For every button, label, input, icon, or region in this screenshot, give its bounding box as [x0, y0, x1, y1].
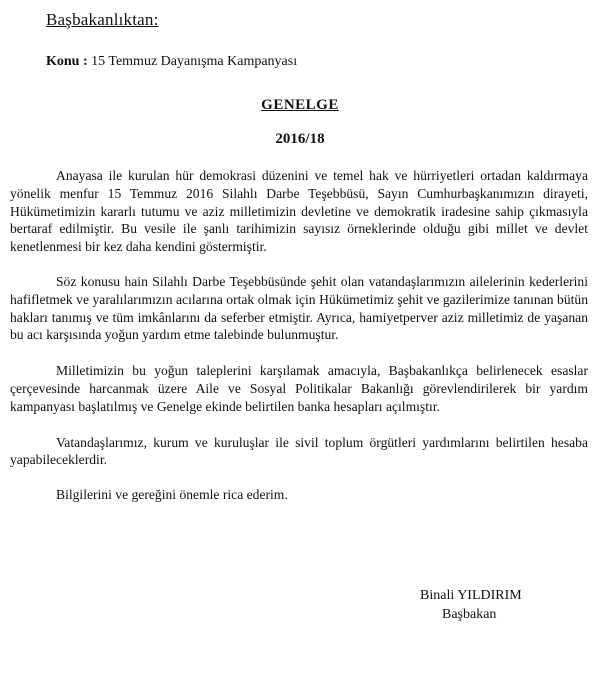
body-paragraph: Söz konusu hain Silahlı Darbe Teşebbüsünde şehit olan vatandaşlarımızın ailelerinin kederlerini hafifletmek ve yaralılarımızın acılarına ortak olmak için Hükümetimiz şehit ve gazilerimize tanınan bütün hakları tanımış ve tüm imkânlarını da seferber etmiştir. Ayrıca, hamiyetperver aziz milletimiz de yaşanan bu acı karşısında yoğun yardım etme talebinde bulunmuştur. [10, 273, 588, 343]
document-body [10, 167, 588, 504]
body-paragraph: Anayasa ile kurulan hür demokrasi düzenini ve temel hak ve hürriyetleri ortadan kaldırmaya yönelik menfur 15 Temmuz 2016 Silahlı Darbe Teşebbüsü, Sayın Cumhurbaşkanımızın dirayeti, Hükümetimizin kararlı tutumu ve aziz milletimizin devletine ve demokratik iradesine sahip çıkmasıyla bertaraf edilmiştir. Bu vesile ile şanlı tarihimizin sayısız örneklerinde olduğu gibi millet ve devlet kenetlenmesi bir kez daha kendini göstermiştir. [10, 168, 588, 255]
signatory-title: Başbakan [442, 607, 497, 622]
body-paragraph: Milletimizin bu yoğun taleplerini karşılamak amacıyla, Başbakanlıkça belirlenecek esaslar çerçevesinde harcanmak üzere Aile ve Sosyal Politikalar Bakanlığı görevlendirilerek bir yardım kampanyası başlatılmış ve Genelge ekinde belirtilen banka hesapları açılmıştır. [10, 363, 588, 414]
body-paragraph: Vatandaşlarımız, kurum ve kuruluşlar ile sivil toplum örgütleri yardımlarını belirtilen hesaba yapabileceklerdir. [10, 434, 588, 468]
signatory-name: Binali YILDIRIM [420, 588, 522, 603]
signature-block [420, 586, 560, 624]
subject-line [46, 54, 297, 70]
closing-paragraph: Bilgilerini ve gereğini önemle rica ederim. [56, 487, 288, 503]
document-number: 2016/18 [275, 131, 325, 147]
sender-heading: Başbakanlıktan: [46, 10, 159, 29]
document-title: GENELGE [261, 97, 339, 113]
subject-label: Konu : [46, 54, 88, 69]
subject-text: 15 Temmuz Dayanışma Kampanyası [91, 54, 298, 69]
